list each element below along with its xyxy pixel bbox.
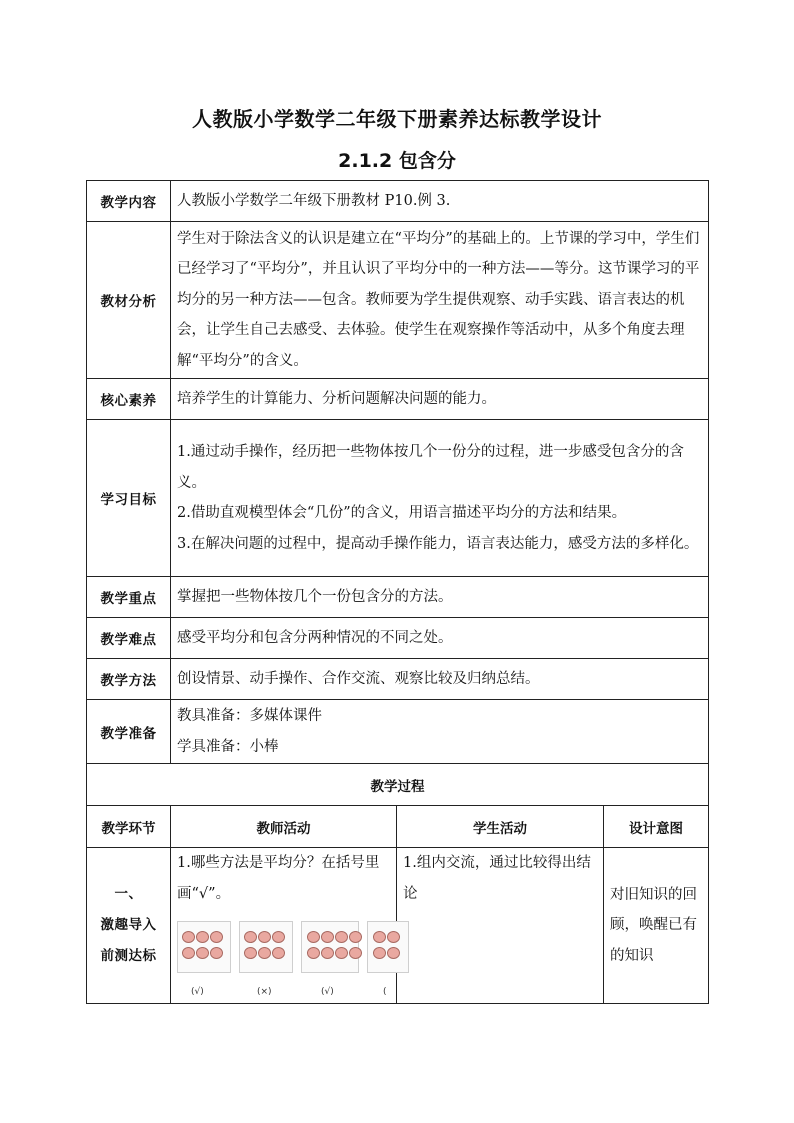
apple-icon [210, 931, 223, 943]
apple-icon [373, 947, 386, 959]
apple-icon [258, 931, 271, 943]
label-method: 教学方法 [87, 659, 171, 700]
apple-icon [387, 931, 400, 943]
value-method: 创设情景、动手操作、合作交流、观察比较及归纳总结。 [171, 659, 709, 700]
row-content [87, 181, 709, 222]
apple-icon [321, 947, 334, 959]
row-step-1 [87, 848, 709, 1004]
step-1-label [87, 848, 171, 1004]
value-literacy: 培养学生的计算能力、分析问题解决问题的能力。 [171, 379, 709, 420]
prep-student: 学具准备：小棒 [177, 738, 279, 755]
col-header-teacher: 教师活动 [171, 806, 397, 848]
apple-icon [272, 947, 285, 959]
row-prep [87, 700, 709, 764]
goal-item: 2.借助直观模型体会“几份”的含义，用语言描述平均分的方法和结果。 [177, 505, 627, 521]
prep-teacher: 教具准备：多媒体课件 [177, 708, 322, 724]
step-1-intent: 对旧知识的回顾，唤醒已有的知识 [604, 848, 709, 1004]
step-1-teacher-text: 1.哪些方法是平均分？在括号里画“√”。 [177, 855, 380, 902]
row-process-heading [87, 764, 709, 806]
value-difficulty: 感受平均分和包含分两种情况的不同之处。 [171, 618, 709, 659]
step-1-title: 激趣导入 [100, 917, 157, 933]
value-content: 人教版小学数学二年级下册教材 P10.例 3. [171, 181, 709, 222]
value-goals [171, 420, 709, 577]
step-1-subtitle: 前测达标 [100, 948, 157, 964]
apple-icon [196, 931, 209, 943]
lesson-subtitle: 2.1.2 包含分 [338, 150, 456, 172]
grouping-figure [177, 921, 389, 997]
apple-icon [335, 947, 348, 959]
goal-item: 1.通过动手操作，经历把一些物体按几个一份分的过程，进一步感受包含分的含义。 [177, 444, 684, 491]
document-title: 人教版小学数学二年级下册素养达标教学设计 [192, 107, 602, 131]
col-header-intent: 设计意图 [604, 806, 709, 848]
apple-icon [387, 947, 400, 959]
step-1-teacher [171, 848, 397, 1004]
step-1-student: 1.组内交流，通过比较得出结论 [397, 848, 604, 1004]
apple-icon [349, 947, 362, 959]
apple-icon [182, 947, 195, 959]
apple-icon [335, 931, 348, 943]
apple-icon [307, 931, 320, 943]
apple-icon [244, 931, 257, 943]
apple-icon [373, 931, 386, 943]
row-goals [87, 420, 709, 577]
apple-icon [349, 931, 362, 943]
label-difficulty: 教学难点 [87, 618, 171, 659]
col-header-student: 学生活动 [397, 806, 604, 848]
figure-mark: (×) [257, 987, 272, 997]
figure-mark: (√) [191, 987, 204, 997]
row-key [87, 577, 709, 618]
label-goals: 学习目标 [87, 420, 171, 577]
col-header-stage: 教学环节 [87, 806, 171, 848]
lesson-plan-table [86, 180, 709, 1004]
label-key: 教学重点 [87, 577, 171, 618]
label-analysis: 教材分析 [87, 222, 171, 379]
value-analysis: 学生对于除法含义的认识是建立在“平均分”的基础上的。上节课的学习中，学生们已经学习了“平均分”，并且认识了平均分中的一种方法——等分。这节课学习的平均分的另一种方法——包含。教师要为学生提供观察、动手实践、语言表达的机会，让学生自己去感受、去体验。使学生在观察操作等活动中，从多个角度去理解“平均分”的含义。 [171, 222, 709, 379]
apple-icon [210, 947, 223, 959]
apple-icon [307, 947, 320, 959]
value-prep [171, 700, 709, 764]
value-key: 掌握把一些物体按几个一份包含分的方法。 [171, 577, 709, 618]
row-process-columns [87, 806, 709, 848]
process-heading: 教学过程 [87, 764, 709, 806]
label-literacy: 核心素养 [87, 379, 171, 420]
apple-icon [321, 931, 334, 943]
apple-icon [258, 947, 271, 959]
label-content: 教学内容 [87, 181, 171, 222]
figure-mark: ( [383, 987, 387, 997]
apple-icon [244, 947, 257, 959]
figure-panel [367, 921, 409, 973]
row-analysis [87, 222, 709, 379]
row-difficulty [87, 618, 709, 659]
apple-icon [182, 931, 195, 943]
goal-item: 3.在解决问题的过程中，提高动手操作能力，语言表达能力，感受方法的多样化。 [177, 535, 699, 552]
row-literacy [87, 379, 709, 420]
label-prep: 教学准备 [87, 700, 171, 764]
row-method [87, 659, 709, 700]
step-1-number: 一、 [114, 886, 143, 902]
apple-icon [196, 947, 209, 959]
apple-icon [272, 931, 285, 943]
figure-mark: (√) [321, 987, 334, 997]
